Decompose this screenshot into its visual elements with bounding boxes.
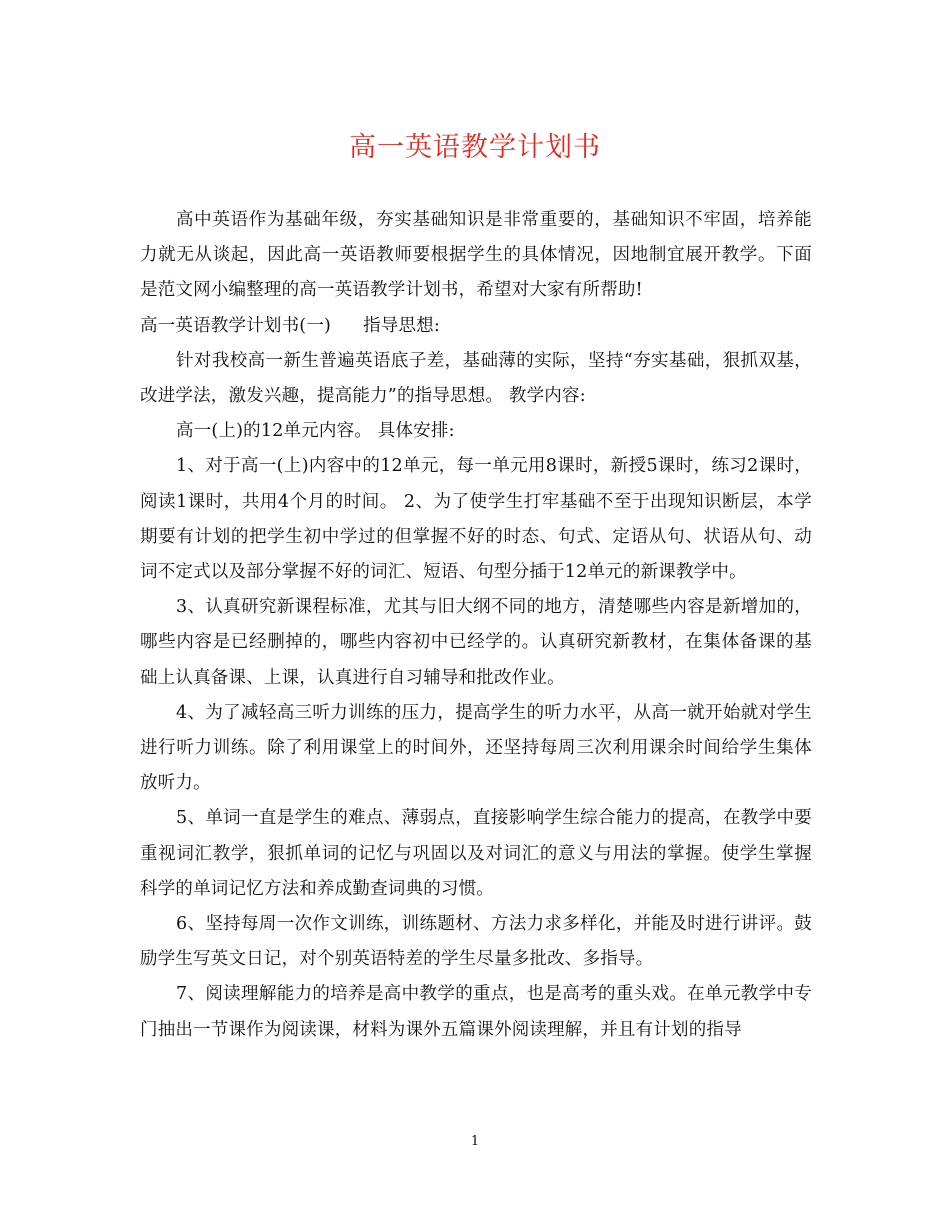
page-number: 1 (470, 1134, 480, 1149)
section-heading-line (140, 309, 812, 344)
body-paragraph: 5、单词一直是学生的难点、薄弱点，直接影响学生综合能力的提高，在教学中要重视词汇教学，狠抓单词的记忆与巩固以及对词汇的意义与用法的掌握。使学生掌握科学的单词记忆方法和养成勤查词典的习惯。 (140, 808, 812, 899)
document-body (140, 203, 812, 1048)
section-heading: 高一英语教学计划书(一) (140, 315, 332, 336)
section-subheading: 指导思想: (363, 315, 440, 336)
body-paragraph: 高一(上)的12单元内容。 具体安排: (176, 421, 455, 442)
body-paragraph: 3、认真研究新课程标准，尤其与旧大纲不同的地方，清楚哪些内容是新增加的，哪些内容是已经删掉的，哪些内容初中已经学的。认真研究新教材，在集体备课的基础上认真备课、上课，认真进行自习辅导和批改作业。 (140, 597, 812, 688)
body-paragraph: 1、对于高一(上)内容中的12单元，每一单元用8课时，新授5课时，练习2课时，阅读1课时，共用4个月的时间。 2、为了使学生打牢基础不至于出现知识断层，本学期要有计划的把学生初中学过的但掌握不好的时态、句式、定语从句、状语从句、动词不定式以及部分掌握不好的词汇、短语、句型分插于12单元的新课教学中。 (140, 456, 812, 583)
body-paragraph: 6、坚持每周一次作文训练，训练题材、方法力求多样化，并能及时进行讲评。鼓励学生写英文日记，对个别英语特差的学生尽量多批改、多指导。 (140, 914, 812, 970)
body-paragraph: 4、为了减轻高三听力训练的压力，提高学生的听力水平，从高一就开始就对学生进行听力训练。除了利用课堂上的时间外，还坚持每周三次利用课余时间给学生集体放听力。 (140, 702, 812, 794)
document-title: 高一英语教学计划书 (349, 132, 601, 163)
body-paragraph: 针对我校高一新生普遍英语底子差，基础薄的实际，坚持“夯实基础，狠抓双基，改进学法，激发兴趣，提高能力”的指导思想。 教学内容: (140, 350, 812, 407)
body-paragraph: 7、阅读理解能力的培养是高中教学的重点，也是高考的重头戏。在单元教学中专门抽出一节课作为阅读课，材料为课外五篇课外阅读理解，并且有计划的指导 (140, 984, 812, 1040)
intro-paragraph: 高中英语作为基础年级，夯实基础知识是非常重要的，基础知识不牢固，培养能力就无从谈起，因此高一英语教师要根据学生的具体情况，因地制宜展开教学。下面是范文网小编整理的高一英语教学计划书，希望对大家有所帮助! (140, 210, 812, 301)
